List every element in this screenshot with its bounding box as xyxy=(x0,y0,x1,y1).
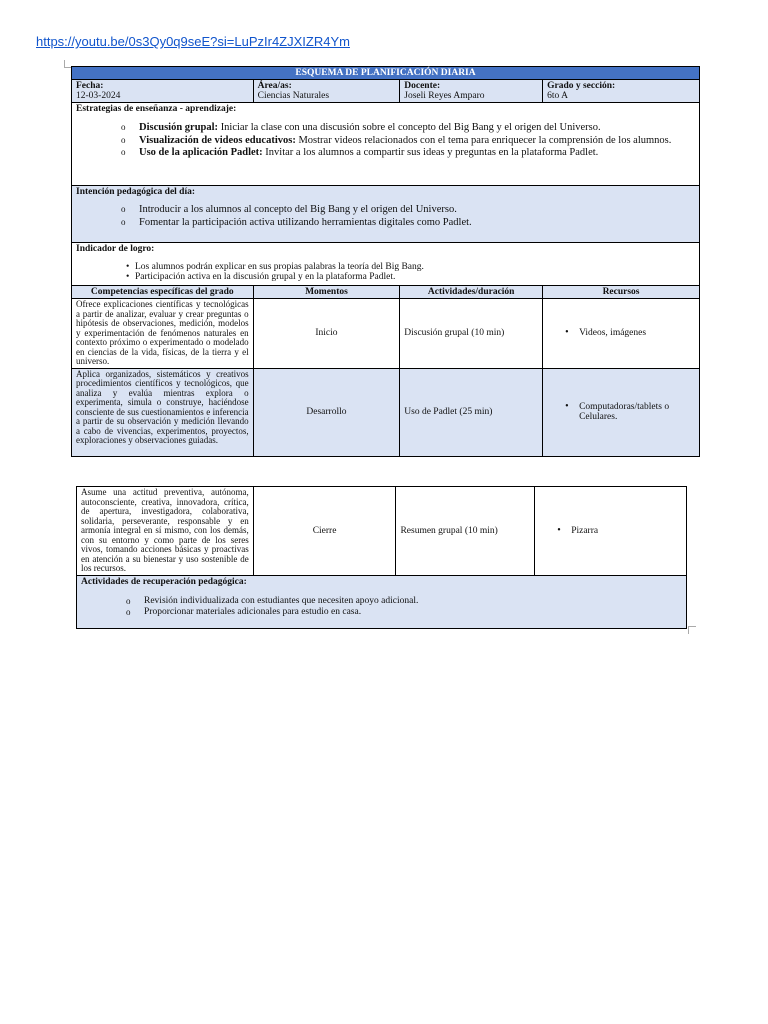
table-title: ESQUEMA DE PLANIFICACIÓN DIARIA xyxy=(72,67,700,80)
area-value: Ciencias Naturales xyxy=(257,91,330,101)
actividad-cell: Uso de Padlet (25 min) xyxy=(400,368,543,456)
intencion-label: Intención pedagógica del día: xyxy=(76,187,196,197)
table-row xyxy=(72,368,700,456)
table-row xyxy=(72,299,700,369)
fecha-label: Fecha: xyxy=(76,81,104,91)
recuperacion-label: Actividades de recuperación pedagógica: xyxy=(81,576,247,587)
indicador-label: Indicador de logro: xyxy=(76,244,155,254)
momento-cell: Cierre xyxy=(253,487,396,576)
competencia-cell: Aplica organizados, sistemáticos y creativos procedimientos científicos y tecnológicos, que analiza y evalúa mientras explora o experimenta, simula o construye, haciéndose consciente de sus cuestionamientos e inferencia a partir de su observación y medición llevando a cabo de vivencias, experimentos, proyectos, exploraciones y observaciones guiadas. xyxy=(72,368,254,456)
recurso-item: • Pizarra xyxy=(539,526,682,536)
page-corner-mark xyxy=(688,626,696,634)
list-item: • Participación activa en la discusión grupal y en la plataforma Padlet. xyxy=(76,272,695,282)
fecha-value: 12-03-2024 xyxy=(76,91,121,101)
docente-value: Joseli Reyes Amparo xyxy=(404,91,485,101)
competencia-cell: Asume una actitud preventiva, autónoma, autoconsciente, creativa, innovadora, crítica, de apertura, investigadora, colaborativa, solidaria, perseverante, responsable y en armonía integral en sí mismo, con los demás, con su entorno y como parte de los seres vivos, tomando acciones básicas y proactivas en atención a su bienestar y uso sostenible de los recursos. xyxy=(77,487,254,576)
list-item: o Proporcionar materiales adicionales para estudio en casa. xyxy=(81,607,682,618)
estrategias-label: Estrategias de enseñanza - aprendizaje: xyxy=(76,104,237,114)
col-momentos: Momentos xyxy=(253,286,400,299)
recurso-item: • Computadoras/tablets o Celulares. xyxy=(547,402,695,422)
list-item: o Introducir a los alumnos al concepto del Big Bang y el origen del Universo. xyxy=(76,204,695,216)
area-cell xyxy=(253,80,400,103)
grado-label: Grado y sección: xyxy=(547,81,616,91)
intencion-list xyxy=(76,204,695,228)
actividad-cell: Resumen grupal (10 min) xyxy=(396,487,535,576)
actividad-cell: Discusión grupal (10 min) xyxy=(400,299,543,369)
estrategias-list xyxy=(76,122,695,159)
docente-cell xyxy=(400,80,543,103)
estrategias-section xyxy=(72,103,700,186)
list-item: o Revisión individualizada con estudiantes que necesiten apoyo adicional. xyxy=(81,596,682,607)
intencion-section xyxy=(72,186,700,243)
recurso-cell xyxy=(543,368,700,456)
list-item: o Uso de la aplicación Padlet: Invitar a los alumnos a compartir sus ideas y preguntas en la plataforma Padlet. xyxy=(76,147,695,159)
planning-table xyxy=(71,66,700,457)
docente-label: Docente: xyxy=(404,81,441,91)
competencia-cell: Ofrece explicaciones científicas y tecnológicas a partir de analizar, evaluar y crear preguntas o hipótesis de observaciones, medición, modelos y experimentación de fenómenos naturales en contexto próximo o experimentado o modelado en ciencias de la vida, físicas, de la tierra y el universo. xyxy=(72,299,254,369)
list-item: o Visualización de videos educativos: Mostrar videos relacionados con el tema para enriquecer la comprensión de los alumnos. xyxy=(76,135,695,147)
recuperacion-list xyxy=(81,596,682,618)
indicador-list xyxy=(76,262,695,282)
grado-cell xyxy=(543,80,700,103)
recurso-item: • Videos, imágenes xyxy=(547,328,695,338)
momento-cell: Desarrollo xyxy=(253,368,400,456)
list-item: o Fomentar la participación activa utilizando herramientas digitales como Padlet. xyxy=(76,217,695,229)
momento-cell: Inicio xyxy=(253,299,400,369)
fecha-cell xyxy=(72,80,254,103)
indicador-section xyxy=(72,243,700,286)
list-item: o Discusión grupal: Iniciar la clase con una discusión sobre el concepto del Big Bang y el origen del Universo. xyxy=(76,122,695,134)
col-competencias: Competencias específicas del grado xyxy=(72,286,254,299)
recuperacion-section xyxy=(77,575,687,628)
col-recursos: Recursos xyxy=(543,286,700,299)
list-item: • Los alumnos podrán explicar en sus propias palabras la teoría del Big Bang. xyxy=(76,262,695,272)
grado-value: 6to A xyxy=(547,91,568,101)
youtube-link[interactable]: https://youtu.be/0s3Qy0q9seE?si=LuPzIr4ZJXIZR4Ym xyxy=(36,34,350,49)
table-row xyxy=(77,487,687,576)
planning-table-continued xyxy=(76,486,687,629)
columns-header-row xyxy=(72,286,700,299)
header-row xyxy=(72,80,700,103)
recurso-cell xyxy=(535,487,687,576)
recurso-cell xyxy=(543,299,700,369)
col-actividades: Actividades/duración xyxy=(400,286,543,299)
area-label: Área/as: xyxy=(257,81,292,91)
